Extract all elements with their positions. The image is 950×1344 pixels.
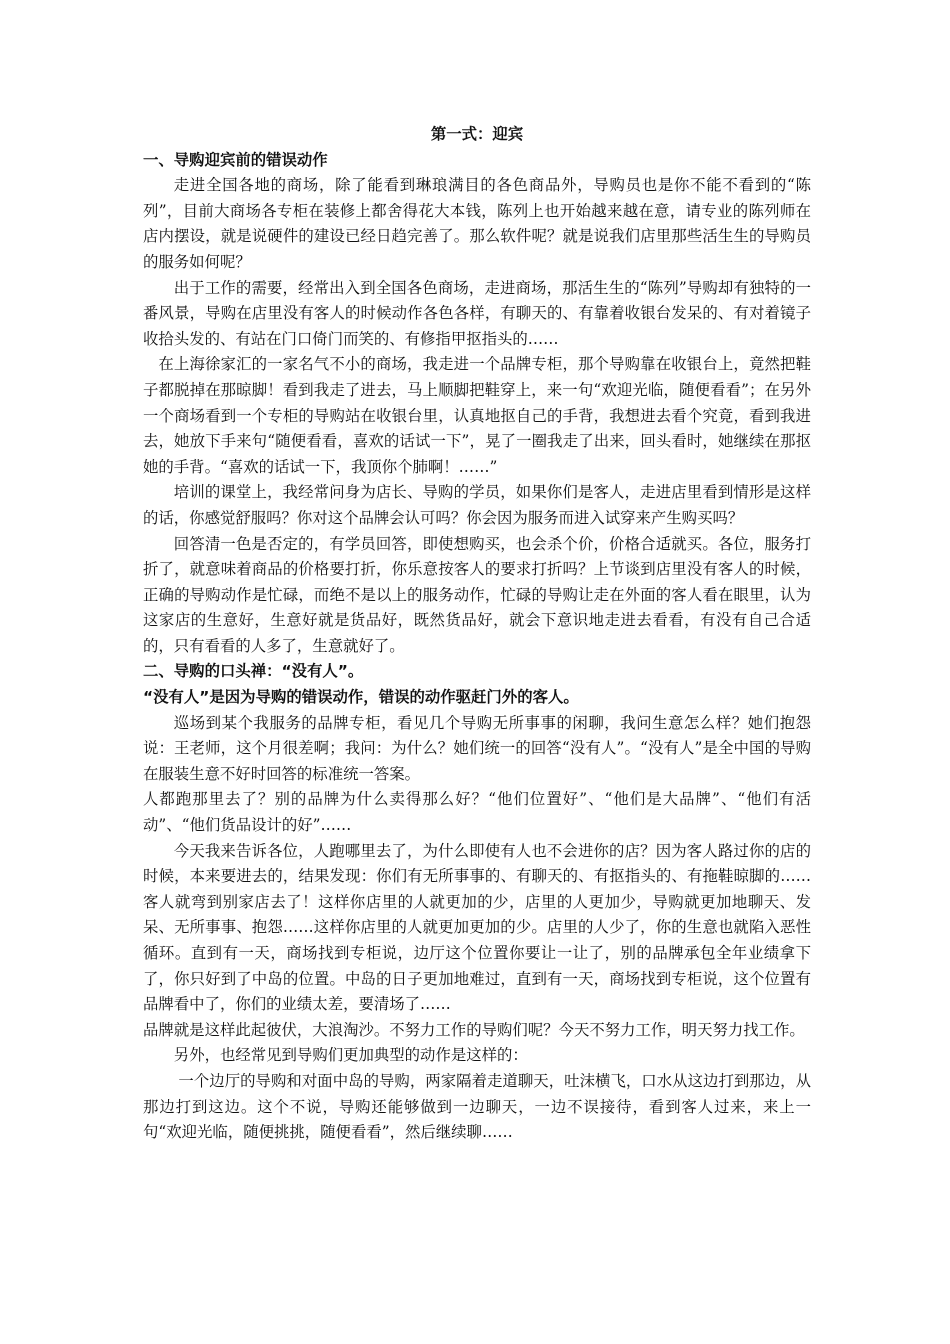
section-1-heading: 一、导购迎宾前的错误动作 <box>143 150 328 169</box>
section-2-subheading: “没有人”是因为导购的错误动作，错误的动作驱赶门外的客人。 <box>143 688 579 707</box>
section-2-paragraph-3: 今天我来告诉各位，人跑哪里去了，为什么即使有人也不会进你的店？因为客人路过你的店的时候，本来要进去的，结果发现：你们有无所事事的、有聊天的、有抠指头的、有拖鞋晾脚的……客人就弯到别家店去了！这样你店里的人就更加的少，店里的人更加少，导购就更加地聊天、发呆、无所事事、抱怨……这样你店里的人就更加更加的少。店里的人少了，你的生意也就陷入恶性循环。直到有一天，商场找到专柜说，边厅这个位置你要让一让了，别的品牌承包全年业绩拿下了，你只好到了中岛的位置。中岛的日子更加地难过，直到有一天，商场找到专柜说，这个位置有品牌看中了，你们的业绩太差，要清场了…… <box>143 841 811 1014</box>
section-2-paragraph-2: 人都跑那里去了？别的品牌为什么卖得那么好？“他们位置好”、“他们是大品牌”、“他们有活动”、“他们货品设计的好”…… <box>143 790 811 835</box>
document-page <box>143 122 811 1146</box>
section-2-paragraph-5: 另外，也经常见到导购们更加典型的动作是这样的： <box>173 1046 528 1065</box>
section-1-paragraph-5: 回答清一色是否定的，有学员回答，即使想购买，也会杀个价，价格合适就买。各位，服务打折了，就意味着商品的价格要打折，你乐意按客人的要求打折吗？上节谈到店里没有客人的时候，正确的导购动作是忙碌，而绝不是以上的服务动作，忙碌的导购让走在外面的客人看在眼里，认为这家店的生意好，生意好就是货品好，既然货品好，就会下意识地走进去看看，有没有自己合适的，只有看看的人多了，生意就好了。 <box>143 534 811 655</box>
section-2-paragraph-6: 一个边厅的导购和对面中岛的导购，两家隔着走道聊天，吐沫横飞，口水从这边打到那边，从那边打到这边。这个不说，导购还能够做到一边聊天，一边不误接待，看到客人过来，来上一句“欢迎光临，随便挑挑，随便看看”，然后继续聊…… <box>143 1071 811 1142</box>
section-1-paragraph-2: 出于工作的需要，经常出入到全国各色商场，走进商场，那活生生的“陈列”导购却有独特的一番风景，导购在店里没有客人的时候动作各色各样，有聊天的、有靠着收银台发呆的、有对着镜子收拾头发的、有站在门口倚门而笑的、有修指甲抠指头的…… <box>143 278 811 348</box>
section-2-paragraph-1: 巡场到某个我服务的品牌专柜，看见几个导购无所事事的闲聊，我问生意怎么样？她们抱怨说：王老师，这个月很差啊；我问：为什么？她们统一的回答“没有人”。“没有人”是全中国的导购在服装生意不好时回答的标准统一答案。 <box>143 713 811 783</box>
section-1-paragraph-1: 走进全国各地的商场，除了能看到琳琅满目的各色商品外，导购员也是你不能不看到的“陈列”，目前大商场各专柜在装修上都舍得花大本钱，陈列上也开始越来越在意，请专业的陈列师在店内摆设，就是说硬件的建设已经日趋完善了。那么软件呢？就是说我们店里那些活生生的导购员的服务如何呢？ <box>143 176 811 271</box>
section-2-heading: 二、导购的口头禅：“没有人”。 <box>143 662 364 681</box>
section-1-paragraph-4: 培训的课堂上，我经常问身为店长、导购的学员，如果你们是客人，走进店里看到情形是这样的话，你感觉舒服吗？你对这个品牌会认可吗？你会因为服务而进入试穿来产生购买吗？ <box>143 483 811 527</box>
section-1-paragraph-3: 在上海徐家汇的一家名气不小的商场，我走进一个品牌专柜，那个导购靠在收银台上，竟然把鞋子都脱掉在那晾脚！看到我走了进去，马上顺脚把鞋穿上，来一句“欢迎光临，随便看看”；在另外一个商场看到一个专柜的导购站在收银台里，认真地抠自己的手背，我想进去看个究竟，看到我进去，她放下手来句“随便看看，喜欢的话试一下”，晃了一圈我走了出来，回头看时，她继续在那抠她的手背。“喜欢的话试一下，我顶你个肺啊！……” <box>143 355 811 476</box>
section-2-paragraph-4: 品牌就是这样此起彼伏，大浪淘沙。不努力工作的导购们呢？今天不努力工作，明天努力找工作。 <box>143 1020 805 1039</box>
document-title: 第一式：迎宾 <box>430 125 524 143</box>
